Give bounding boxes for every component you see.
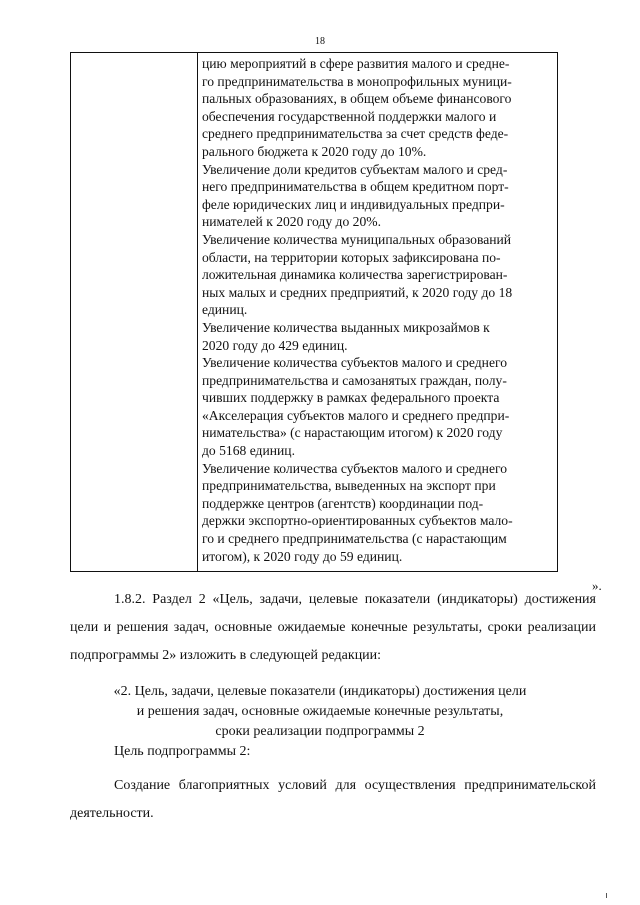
table-cell-line: области, на территории которых зафиксирована по- bbox=[202, 249, 501, 265]
table-cell-line: него предпринимательства в общем кредитном порт- bbox=[202, 179, 509, 195]
table-cell-line: ложительная динамика количества зарегистрирован- bbox=[202, 267, 508, 283]
section-heading bbox=[70, 682, 570, 742]
table-cell-line: Увеличение доли кредитов субъектам малого и сред- bbox=[202, 161, 508, 177]
table-cell-line: ных малых и средних предприятий, к 2020 году до 18 bbox=[202, 284, 513, 300]
table-cell-line: феле юридических лиц и индивидуальных предпри- bbox=[202, 196, 505, 212]
table-cell-line: го и среднего предпринимательства (с нарастающим bbox=[202, 531, 507, 547]
table-cell-line: 2020 году до 429 единиц. bbox=[202, 337, 348, 353]
page-number: 18 bbox=[315, 36, 325, 47]
table-cell-line: цию мероприятий в сфере развития малого и средне- bbox=[202, 56, 510, 71]
table-cell-line: поддержке центров (агентств) координации под- bbox=[202, 495, 484, 511]
table-cell-line: го предпринимательства в монопрофильных муници- bbox=[202, 73, 512, 89]
scan-mark bbox=[606, 893, 607, 898]
table-cell-line: рального бюджета к 2020 году до 10%. bbox=[202, 143, 427, 159]
paragraph-goal: Создание благоприятных условий для осуществления предпринимательской деятельности. bbox=[70, 778, 596, 821]
table-cell-line: чивших поддержку в рамках федерального проекта bbox=[202, 390, 500, 406]
table-cell-line: Увеличение количества субъектов малого и среднего bbox=[202, 460, 508, 476]
heading-line: и решения задач, основные ожидаемые конечные результаты, bbox=[136, 704, 504, 719]
paragraph-amendment: 1.8.2. Раздел 2 «Цель, задачи, целевые показатели (индикаторы) достижения цели и решения задач, основные ожидаемые конечные результаты, сроки реализации подпрограммы 2» изложить в следующей редакции: bbox=[70, 592, 596, 663]
closing-quote: ». bbox=[592, 578, 602, 593]
table-cell-line: до 5168 единиц. bbox=[202, 443, 295, 459]
table-cell-line: нимателей к 2020 году до 20%. bbox=[202, 214, 381, 230]
table-cell-line: итогом), к 2020 году до 59 единиц. bbox=[202, 548, 403, 564]
table-cell-line: предпринимательства, выведенных на экспорт при bbox=[202, 478, 496, 494]
table-cell-line: единиц. bbox=[202, 302, 248, 318]
table-cell-line: нимательства» (с нарастающим итогом) к 2020 году bbox=[202, 425, 503, 441]
table-cell-line: «Акселерация субъектов малого и среднего предпри- bbox=[202, 407, 510, 423]
table-column-divider bbox=[197, 53, 198, 571]
goal-label: Цель подпрограммы 2: bbox=[114, 744, 251, 759]
table-cell-line: держки экспортно-ориентированных субъектов мало- bbox=[202, 513, 513, 529]
table-cell-line: Увеличение количества выданных микрозаймов к bbox=[202, 319, 490, 335]
table-cell-line: предпринимательства и самозанятых граждан, полу- bbox=[202, 372, 507, 388]
table-cell-line: Увеличение количества муниципальных образований bbox=[202, 231, 512, 247]
heading-line: сроки реализации подпрограммы 2 bbox=[215, 724, 425, 739]
table-right-cell bbox=[202, 55, 553, 565]
table-cell-line: пальных образованиях, в общем объеме финансового bbox=[202, 91, 512, 107]
table-cell-line: обеспечения государственной поддержки малого и bbox=[202, 108, 497, 124]
table-cell-line: среднего предпринимательства за счет средств феде- bbox=[202, 126, 509, 142]
table-cell-line: Увеличение количества субъектов малого и среднего bbox=[202, 355, 508, 371]
heading-line: «2. Цель, задачи, целевые показатели (индикаторы) достижения цели bbox=[113, 684, 527, 699]
table bbox=[70, 52, 558, 572]
